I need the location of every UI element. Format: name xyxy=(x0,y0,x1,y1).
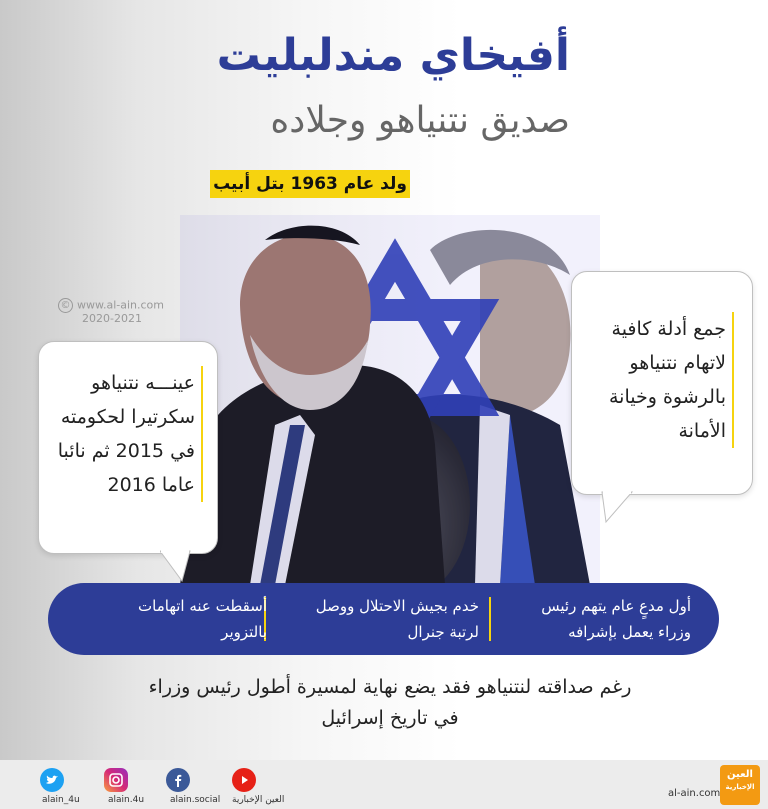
copyright-years: 2020-2021 xyxy=(82,312,142,325)
facts-bar xyxy=(48,583,719,655)
portrait-illustration xyxy=(180,215,600,585)
fact-line: خدم بجيش الاحتلال ووصل xyxy=(315,597,479,615)
bubble-right xyxy=(571,271,753,495)
logo-line: الإخبارية xyxy=(725,783,755,791)
youtube-link[interactable] xyxy=(232,768,285,805)
instagram-link[interactable] xyxy=(104,768,145,805)
copyright-icon: © xyxy=(58,298,73,313)
instagram-icon xyxy=(104,768,128,792)
facebook-link[interactable] xyxy=(166,768,221,805)
bubble-left-line: عاما 2016 xyxy=(107,474,195,496)
fact-line: وزراء يعمل بإشرافه xyxy=(568,623,691,641)
fact-item xyxy=(67,593,267,645)
page-title: أفيخاي مندلبليت xyxy=(216,30,570,81)
bubble-right-line: الأمانة xyxy=(678,420,726,442)
bubble-left-text xyxy=(35,366,203,502)
bubble-left xyxy=(38,341,218,554)
facebook-handle: alain.social xyxy=(170,795,221,805)
bubble-left-line: في 2015 ثم نائبا xyxy=(57,440,195,462)
youtube-icon xyxy=(232,768,256,792)
website-link[interactable]: al-ain.com xyxy=(668,788,721,799)
bubble-left-line: سكرتيرا لحكومته xyxy=(60,406,195,428)
bubble-right-line: جمع أدلة كافية xyxy=(611,318,726,340)
twitter-link[interactable] xyxy=(40,768,80,805)
bubble-right-tail xyxy=(596,490,636,524)
youtube-channel: العين الإخبارية xyxy=(232,795,285,805)
twitter-icon xyxy=(40,768,64,792)
alain-logo xyxy=(720,765,760,805)
bubble-left-line: عينـــه نتنياهو xyxy=(91,372,195,394)
bubble-right-text xyxy=(566,312,734,448)
fact-item xyxy=(501,593,691,645)
fact-line: أول مدعٍ عام يتهم رئيس xyxy=(541,597,691,615)
logo-line: العين xyxy=(727,769,753,780)
bubble-right-line: بالرشوة وخيانة xyxy=(609,386,726,408)
summary-text xyxy=(90,672,690,734)
fact-line: بالتزوير xyxy=(221,623,267,641)
fact-item xyxy=(279,593,479,645)
fact-line: لرتبة جنرال xyxy=(407,623,479,641)
copyright-notice xyxy=(58,298,165,325)
summary-line: رغم صداقته لنتنياهو فقد يضع نهاية لمسيرة أطول رئيس وزراء xyxy=(148,676,632,698)
fact-line: أسقطت عنه اتهامات xyxy=(138,597,267,615)
birth-label: ولد عام 1963 بتل أبيب xyxy=(210,170,410,198)
copyright-site: www.al-ain.com xyxy=(77,298,165,312)
footer-bar xyxy=(0,760,768,809)
fact-divider xyxy=(489,597,491,641)
twitter-handle: alain_4u xyxy=(42,795,80,805)
bubble-left-tail xyxy=(160,549,200,583)
instagram-handle: alain.4u xyxy=(108,795,145,805)
facebook-icon xyxy=(166,768,190,792)
summary-line: في تاريخ إسرائيل xyxy=(321,707,459,729)
bubble-right-line: لاتهام نتنياهو xyxy=(629,352,726,374)
page-subtitle: صديق نتنياهو وجلاده xyxy=(270,100,570,141)
